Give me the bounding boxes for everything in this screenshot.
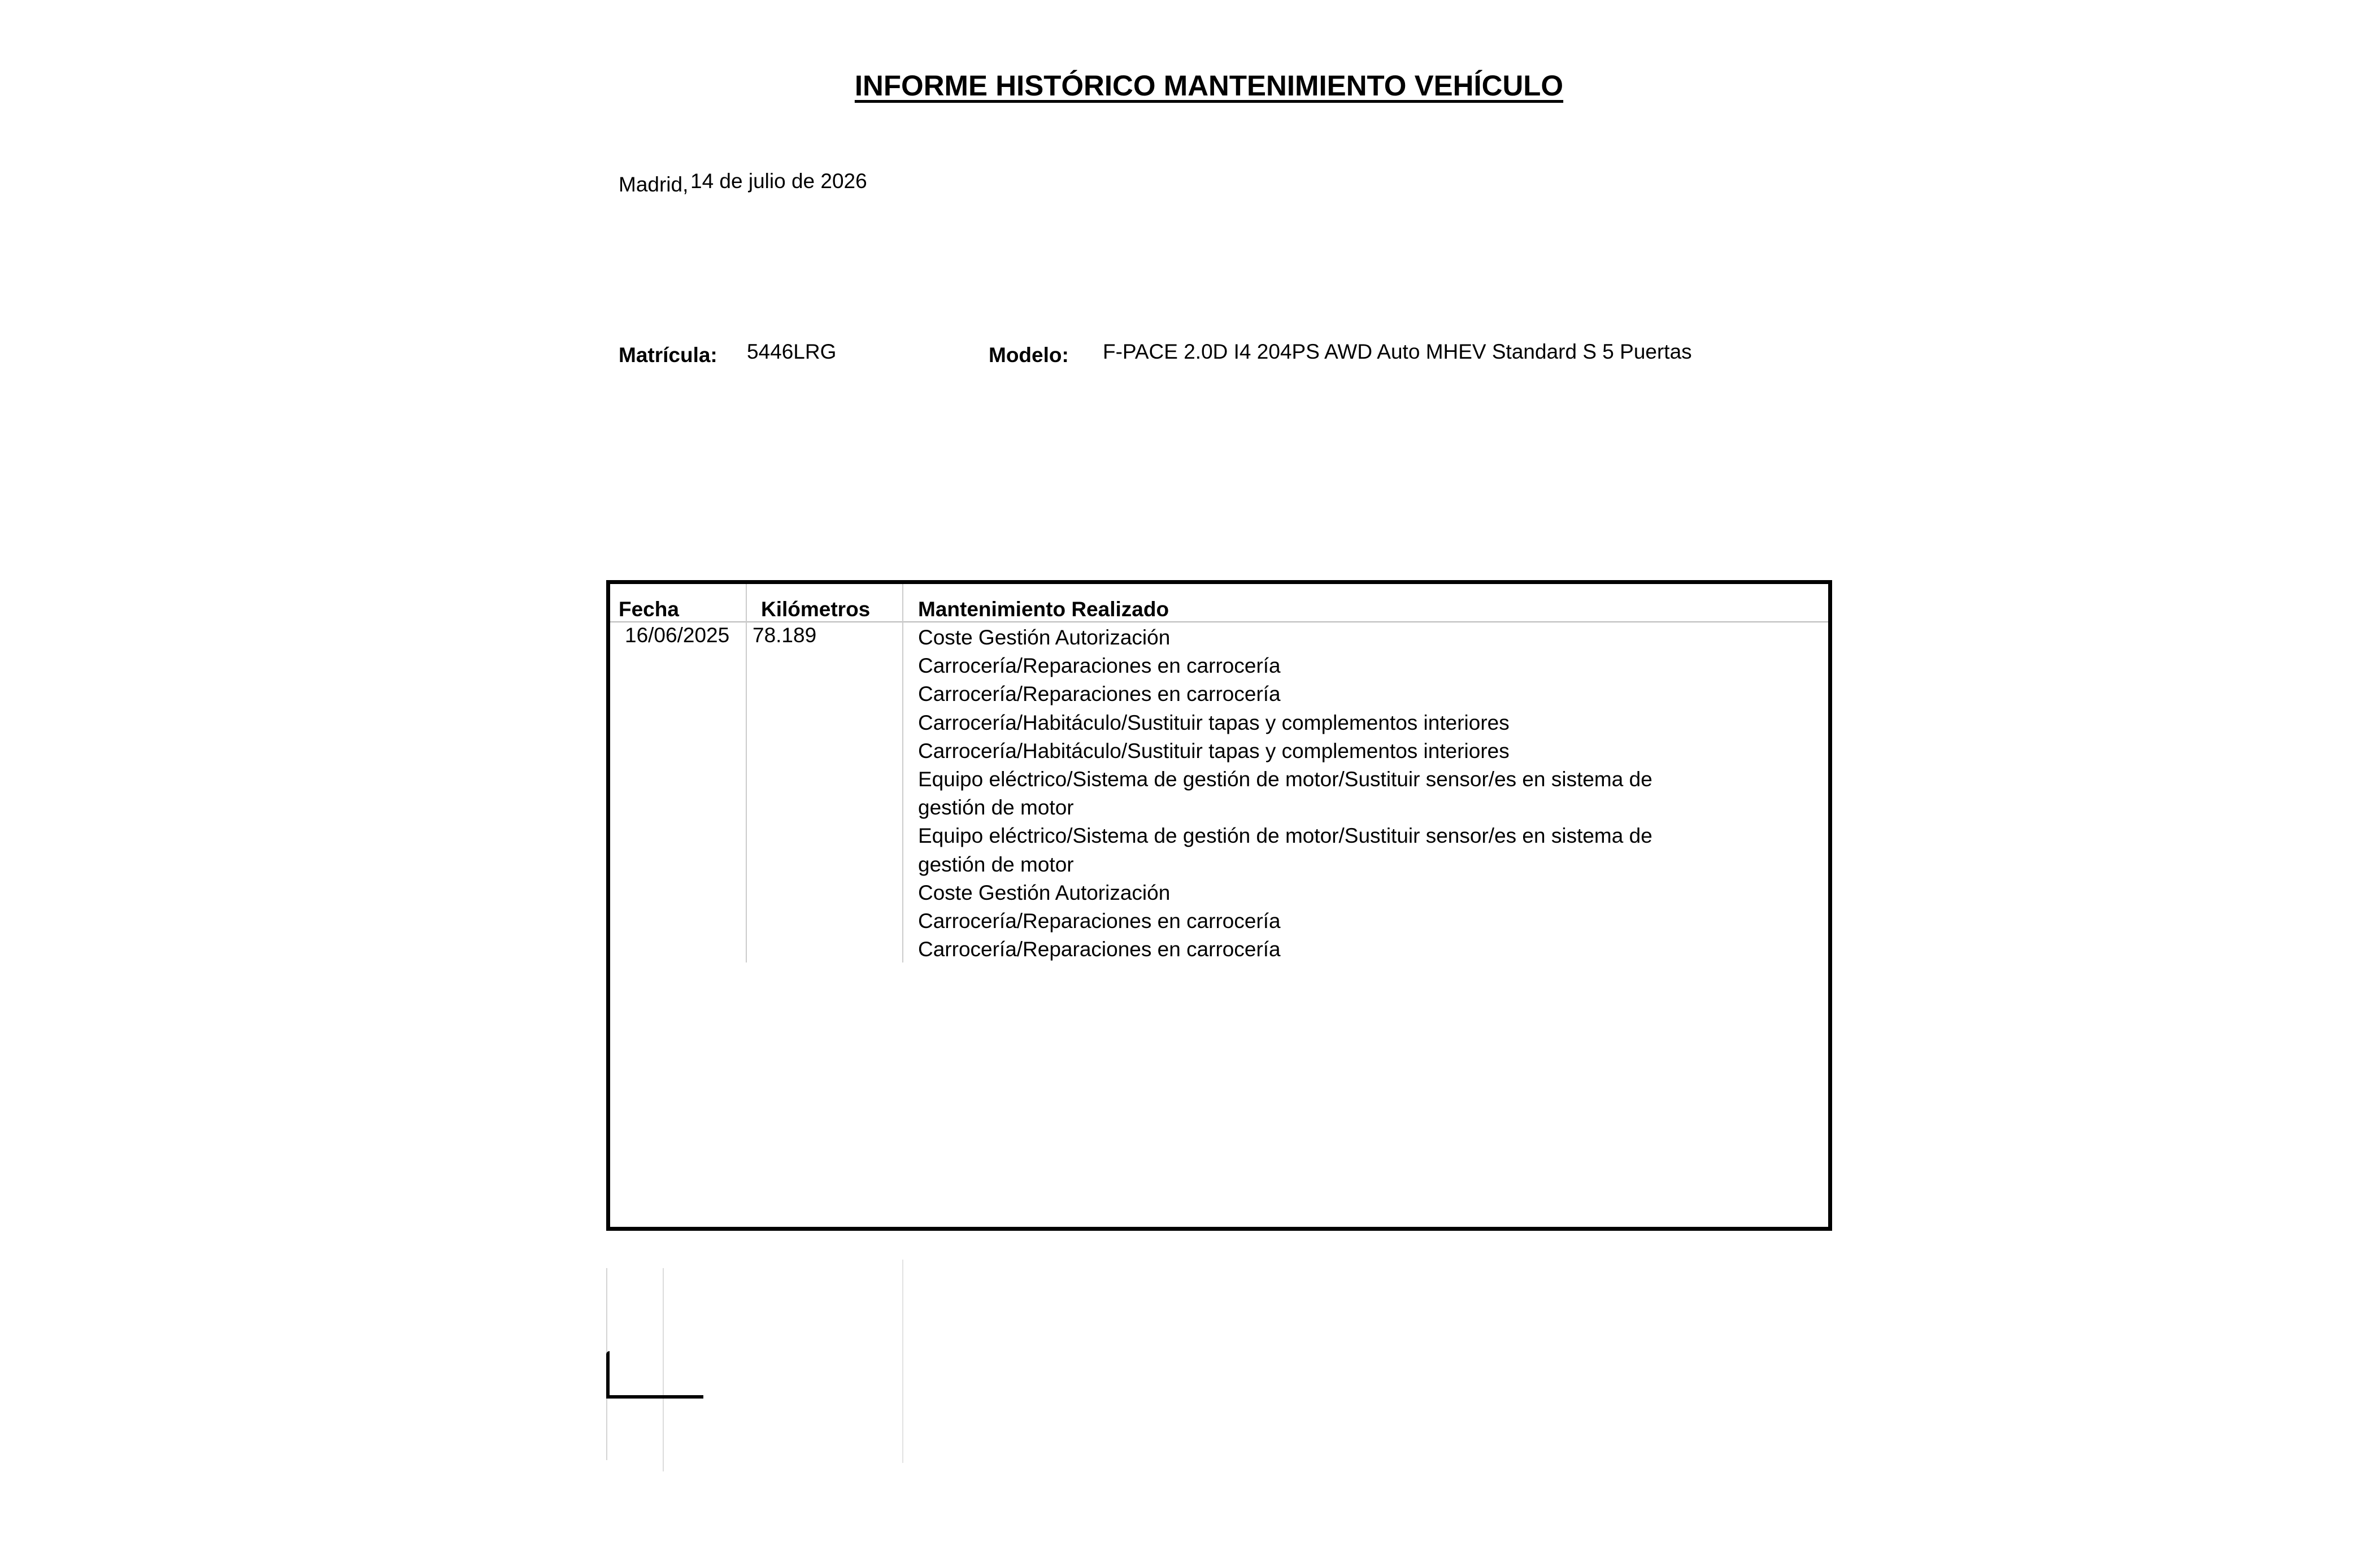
maintenance-item: Equipo eléctrico/Sistema de gestión de motor/Sustituir sensor/es en sistema de gestión de motor [918,768,1652,820]
model-value: F-PACE 2.0D I4 204PS AWD Auto MHEV Standard S 5 Puertas [1103,340,1692,363]
corner-mark [606,1351,703,1399]
maintenance-item: Equipo eléctrico/Sistema de gestión de motor/Sustituir sensor/es en sistema de gestión de motor [918,824,1652,876]
plate-value: 5446LRG [747,340,837,363]
column-header-maintenance: Mantenimiento Realizado [918,598,1169,621]
document-title: INFORME HISTÓRICO MANTENIMIENTO VEHÍCULO [854,69,1564,102]
report-city: Madrid, [619,173,689,196]
faint-line [902,1260,903,1463]
column-divider [902,584,903,962]
row-km: 78.189 [753,624,817,647]
column-divider [746,584,747,962]
maintenance-item: Coste Gestión Autorización [918,626,1171,649]
model-label: Modelo: [989,343,1069,367]
maintenance-item: Carrocería/Reparaciones en carrocería [918,909,1281,933]
column-header-date: Fecha [619,598,679,621]
maintenance-items-list [918,624,1720,964]
report-date: 14 de julio de 2026 [690,169,867,193]
maintenance-item: Carrocería/Reparaciones en carrocería [918,682,1281,706]
maintenance-item: Carrocería/Habitáculo/Sustituir tapas y complementos interiores [918,739,1510,763]
maintenance-item: Carrocería/Reparaciones en carrocería [918,654,1281,678]
column-header-km: Kilómetros [761,598,871,621]
row-date: 16/06/2025 [625,624,730,647]
plate-label: Matrícula: [619,343,717,367]
header-divider [610,621,1828,622]
maintenance-item: Carrocería/Reparaciones en carrocería [918,938,1281,961]
maintenance-item: Carrocería/Habitáculo/Sustituir tapas y complementos interiores [918,711,1510,734]
maintenance-item: Coste Gestión Autorización [918,881,1171,904]
